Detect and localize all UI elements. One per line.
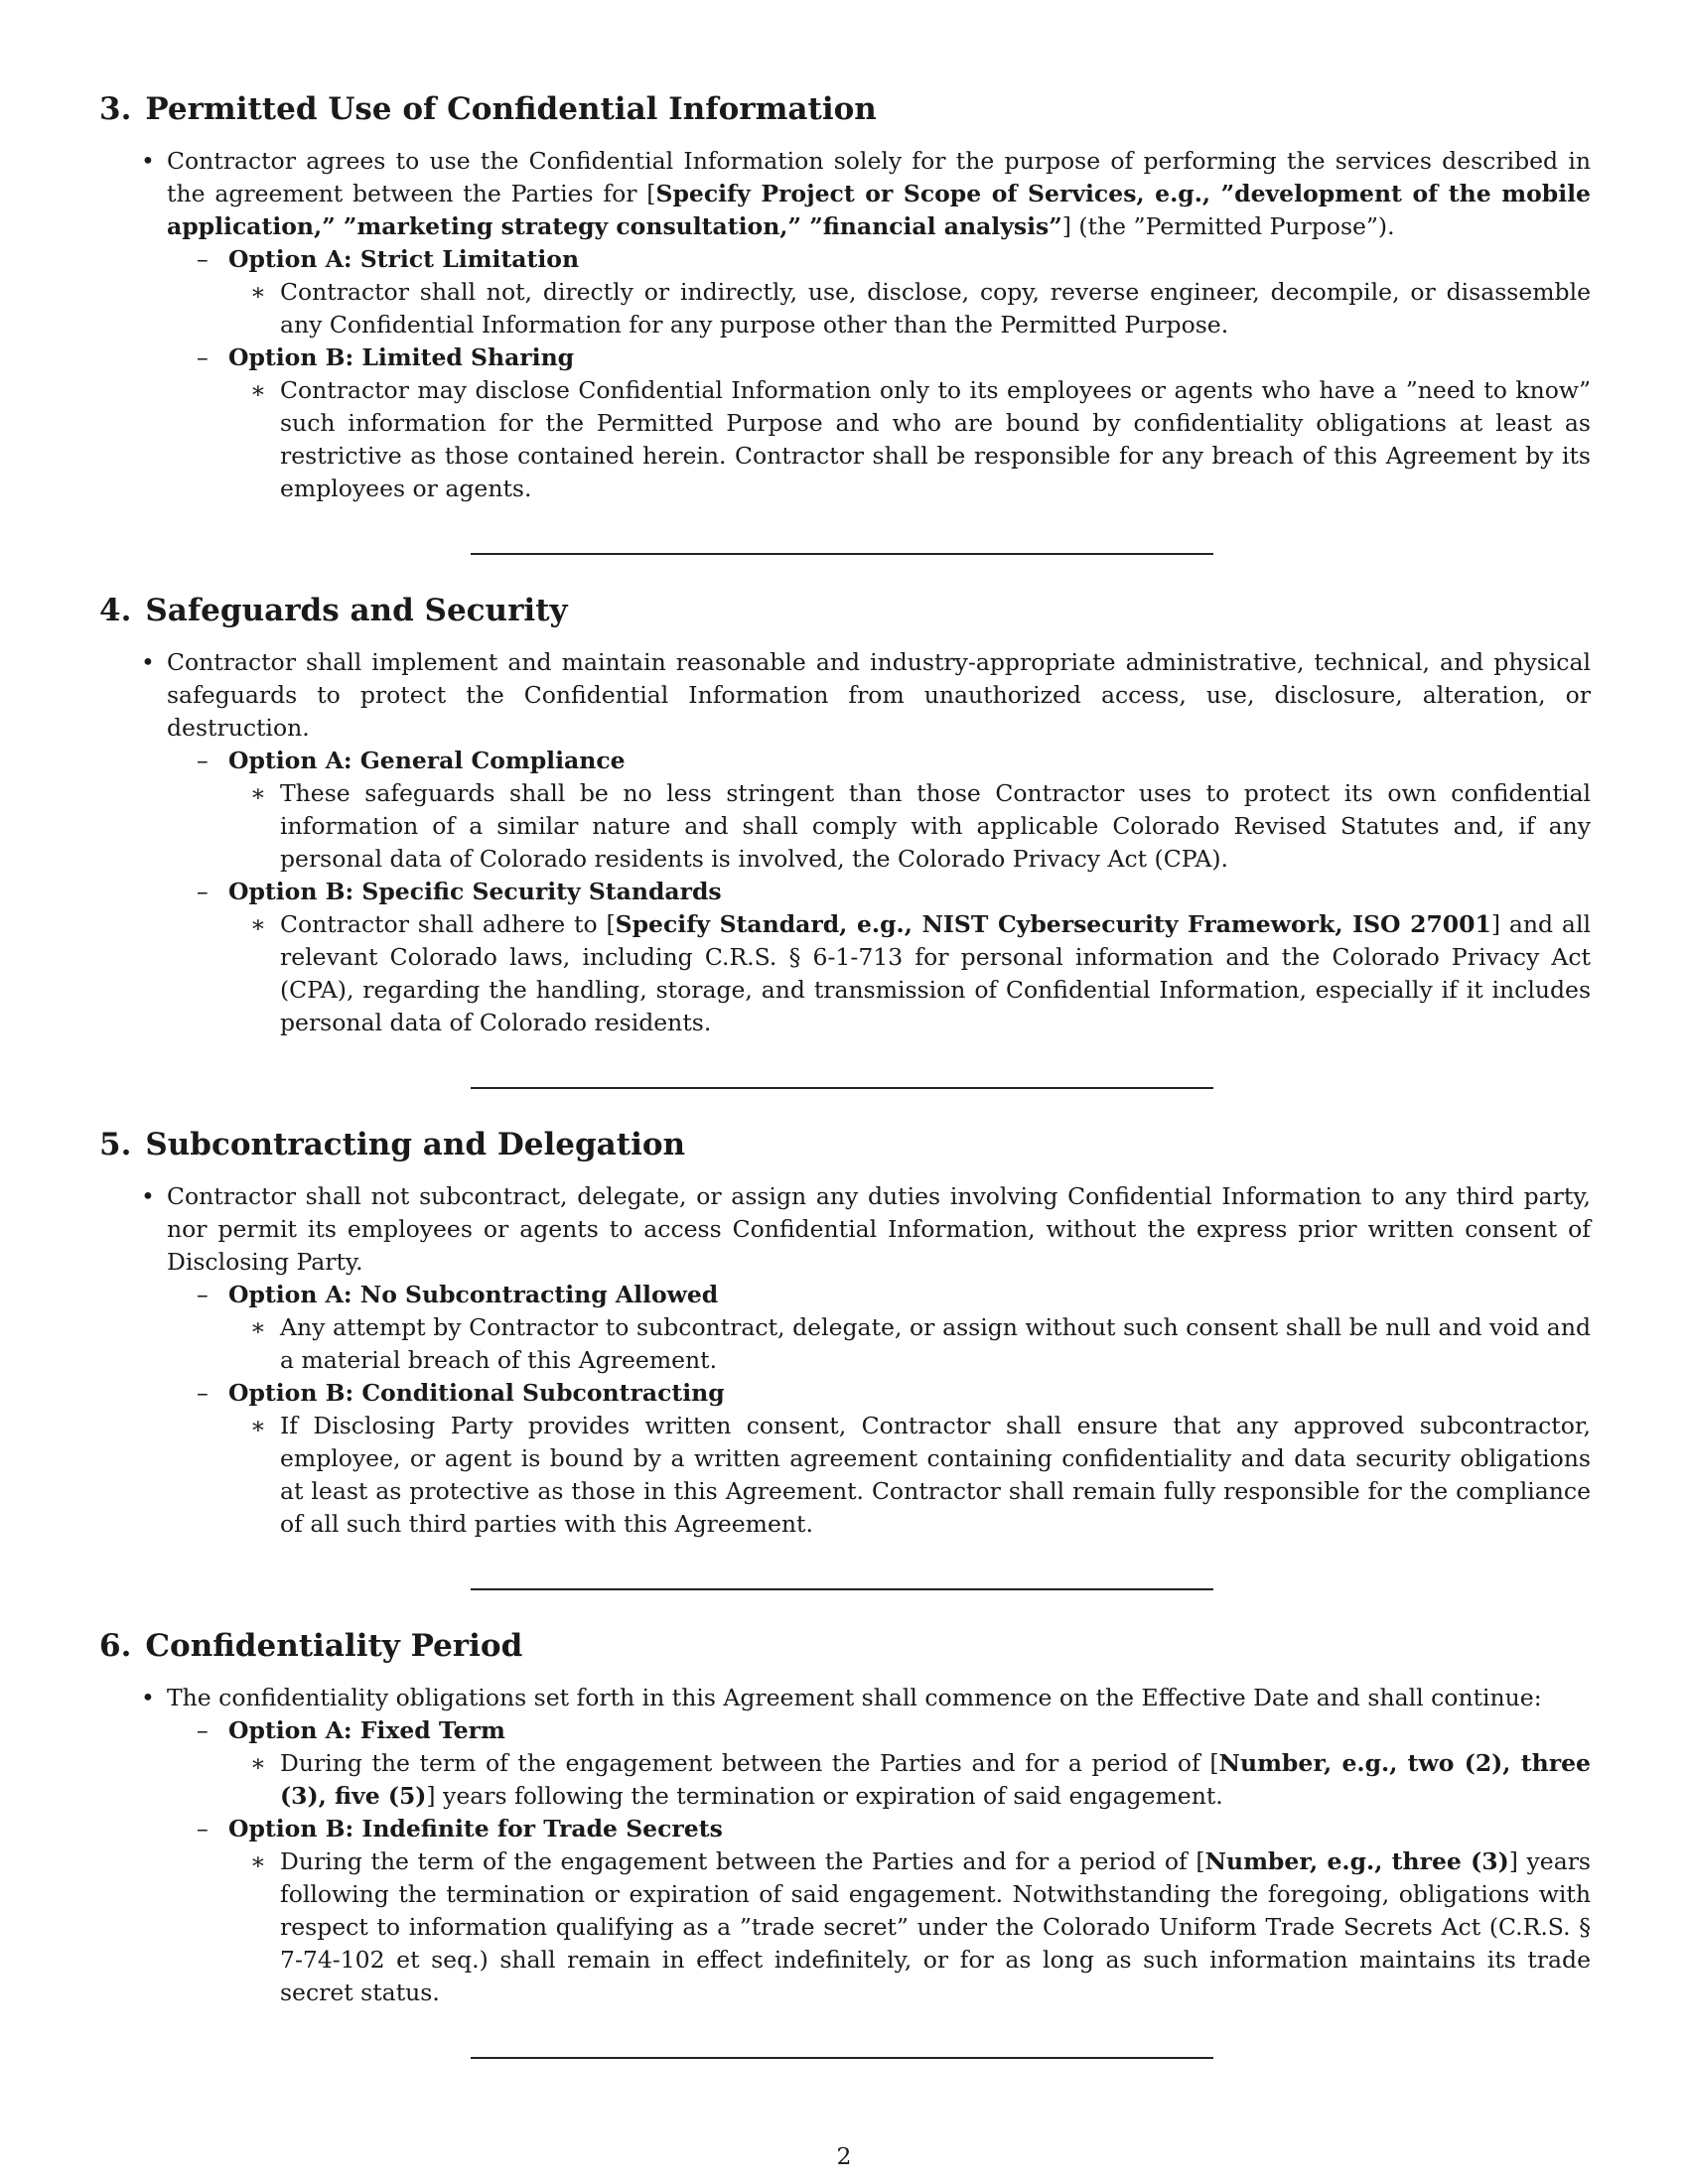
option-b-text: ∗ During the term of the engagement between the Parties and for a period of [Number, e.g., three (3)] years following the termination or expiration of said engagement. Notwithstanding the foregoing, obligations with respect to information qualifying as a ”trade secret” under the Colorado Uniform Trade Secrets Act (C.R.S. § 7-74-102 et seq.) shall remain in effect indefinitely, or for as long as such information maintains its trade secret status. [250,1847,1591,2006]
option-a-text: ∗ Contractor shall not, directly or indirectly, use, disclose, copy, reverse engineer, decompile, or disassemble any Confidential Information for any purpose other than the Permitted Purpose. [250,278,1591,339]
section-intro: • Contractor shall implement and maintain reasonable and industry-appropriate administrative, technical, and physical safeguards to protect the Confidential Information from unauthorized access, use, disclosure, alteration, or destruction. [141,648,1591,742]
page-number: 2 [836,2142,852,2170]
section-heading: 4. Safeguards and Security [99,593,568,628]
dash-icon: – [197,1815,209,1843]
option-a-text: ∗ During the term of the engagement between the Parties and for a period of [Number, e.g., two (2), three (3), five (5)] years following the termination or expiration of said engagement. [250,1749,1591,1810]
dash-icon: – [197,747,209,774]
option-b-label: – Option B: Indefinite for Trade Secrets [99,1813,1591,1845]
section-permitted-use [99,89,1591,555]
dash-icon: – [197,245,209,273]
option-a-text: ∗ Any attempt by Contractor to subcontract, delegate, or assign without such consent shall be null and void and a material breach of this Agreement. [250,1313,1591,1374]
section-intro: • Contractor shall not subcontract, delegate, or assign any duties involving Confidential Information to any third party, nor permit its employees or agents to access Confidential Information, without the express prior written consent of Disclosing Party. [141,1182,1591,1276]
section-divider [471,1087,1213,1089]
section-heading: 5. Subcontracting and Delegation [99,1127,686,1162]
asterisk-icon: ∗ [250,1847,266,1875]
section-intro: • The confidentiality obligations set forth in this Agreement shall commence on the Effective Date and shall continue: [99,1682,1591,1714]
section-safeguards [99,591,1591,1089]
dash-icon: – [197,878,209,905]
option-a-label: – Option A: Fixed Term [99,1714,1591,1747]
dash-icon: – [197,1281,209,1308]
section-intro: • Contractor agrees to use the Confidential Information solely for the purpose of performing the services described in the agreement between the Parties for [Specify Project or Scope of Services, e.g., ”development of the mobile application,” ”marketing strategy consultation,” ”financial analysis”] (the ”Permitted Purpose”). [141,147,1591,240]
option-b-text: ∗ Contractor may disclose Confidential Information only to its employees or agents who have a ”need to know” such information for the Permitted Purpose and who are bound by confidentiality obligations at least as restrictive as those contained herein. Contractor shall be responsible for any breach of this Agreement by its employees or agents. [250,376,1591,502]
asterisk-icon: ∗ [250,278,266,306]
option-b-text: ∗ Contractor shall adhere to [Specify Standard, e.g., NIST Cybersecurity Framework, ISO 27001] and all relevant Colorado laws, including C.R.S. § 6-1-713 for personal information and the Colorado Privacy Act (CPA), regarding the handling, storage, and transmission of Confidential Information, especially if it includes personal data of Colorado residents. [250,910,1591,1036]
section-heading: 3. Permitted Use of Confidential Information [99,91,877,127]
option-a-label: – Option A: Strict Limitation [99,243,1591,276]
dash-icon: – [197,1379,209,1407]
asterisk-icon: ∗ [250,376,266,404]
asterisk-icon: ∗ [250,1749,266,1777]
option-b-label: – Option B: Specific Security Standards [99,876,1591,908]
asterisk-icon: ∗ [250,910,266,938]
section-divider [471,2057,1213,2059]
section-heading: 6. Confidentiality Period [99,1628,523,1664]
document-body [99,89,1591,2095]
asterisk-icon: ∗ [250,1313,266,1341]
section-subcontracting [99,1125,1591,1590]
dash-icon: – [197,1716,209,1744]
option-b-label: – Option B: Limited Sharing [99,341,1591,374]
bullet-icon: • [141,147,155,175]
bullet-icon: • [141,1684,155,1711]
section-divider [471,1588,1213,1590]
asterisk-icon: ∗ [250,779,266,807]
bullet-icon: • [141,648,155,676]
option-a-label: – Option A: General Compliance [99,745,1591,777]
option-b-label: – Option B: Conditional Subcontracting [99,1377,1591,1410]
option-a-label: – Option A: No Subcontracting Allowed [99,1279,1591,1311]
bullet-icon: • [141,1182,155,1210]
option-a-text: ∗ These safeguards shall be no less stringent than those Contractor uses to protect its own confidential information of a similar nature and shall comply with applicable Colorado Revised Statutes and, if any personal data of Colorado residents is involved, the Colorado Privacy Act (CPA). [250,779,1591,873]
dash-icon: – [197,343,209,371]
section-confidentiality-period [99,1626,1591,2059]
section-divider [471,553,1213,555]
asterisk-icon: ∗ [250,1412,266,1439]
option-b-text: ∗ If Disclosing Party provides written consent, Contractor shall ensure that any approved subcontractor, employee, or agent is bound by a written agreement containing confidentiality and data security obligations at least as protective as those in this Agreement. Contractor shall remain fully responsible for the compliance of all such third parties with this Agreement. [250,1412,1591,1538]
